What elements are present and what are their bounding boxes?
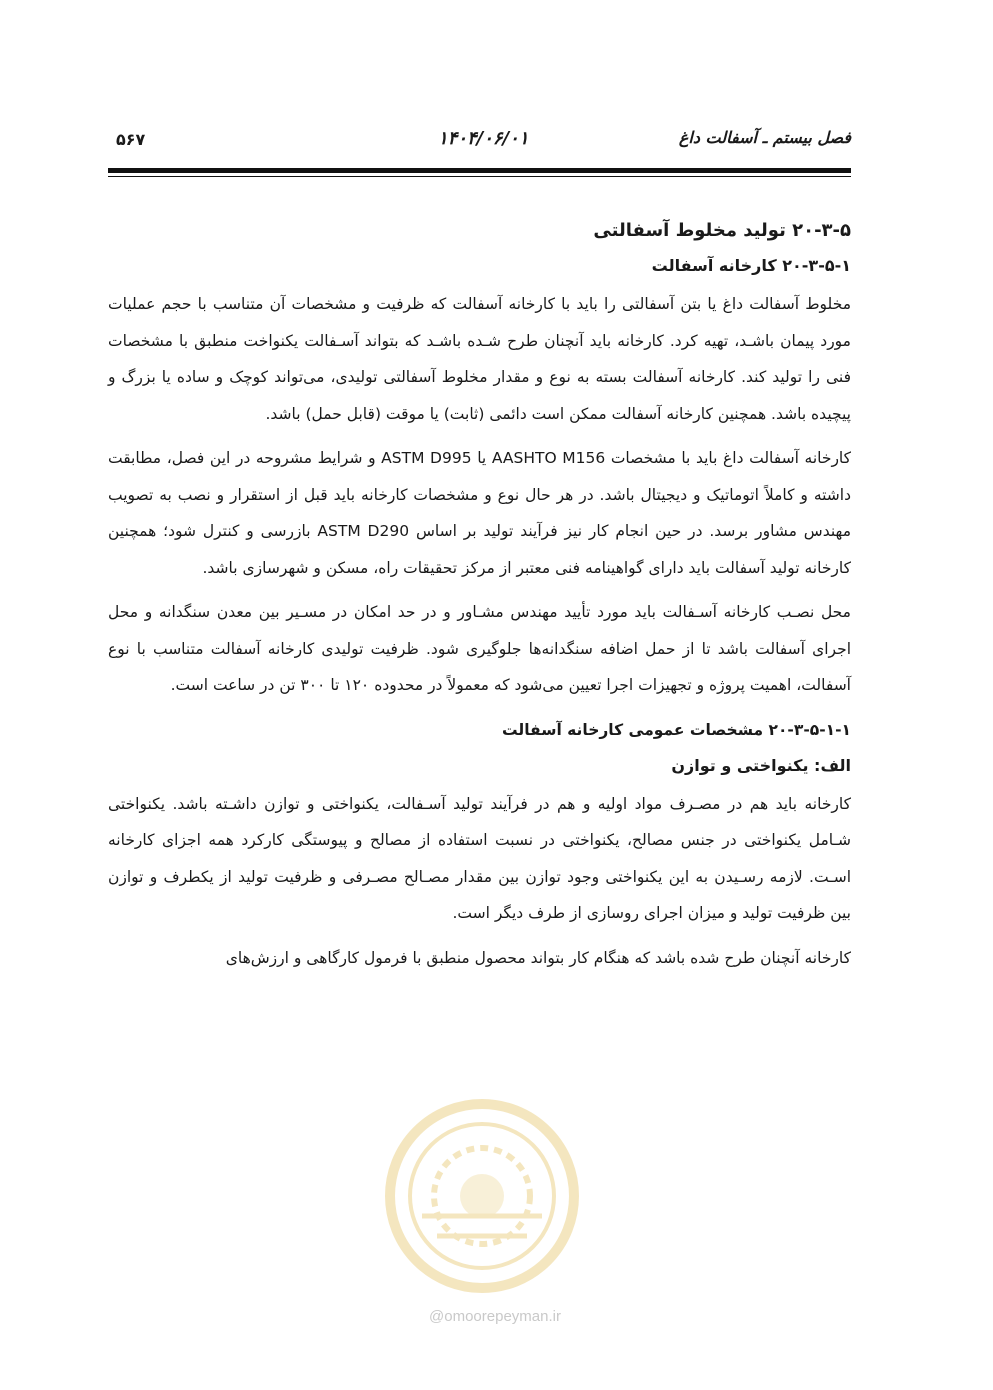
section-heading: ۲۰-۳-۵ تولید مخلوط آسفالتی xyxy=(593,220,851,241)
watermark-logo-icon xyxy=(382,1096,582,1296)
page-number: ۵۶۷ xyxy=(116,130,146,149)
paragraph: کارخانه باید هم در مصـرف مواد اولیه و هم در فرآیند تولید آسـفالت، یکنواختی و توازن داشـته باشد. یکنواختی شـامل یکنواختی در جنس مصالح، یکنواختی در نسبت استفاده از مصالح و پیوستگی کارکرد همه اجزای کارخانه اسـت. لازمه رسـیدن به این یکنواختی وجود توازن بین مقدار مصـالح مصـرفی و ظرفیت تولید از یکطرف و توازن بین ظرفیت تولید و میزان اجرای روسازی از طرف دیگر است. xyxy=(108,794,851,922)
item-heading: الف: یکنواختی و توازن xyxy=(671,755,851,775)
header-rule-thick xyxy=(108,168,851,173)
subsubsection-heading: ۲۰-۳-۵-۱-۱ مشخصات عمومی کارخانه آسفالت xyxy=(502,720,851,739)
page-body xyxy=(108,214,851,984)
paragraph: محل نصـب کارخانه آسـفالت باید مورد تأیید مهندس مشـاور و در حد امکان در مسـیر بین معدن سنگدانه و محل اجرای آسفالت باشد تا از حمل اضافه سنگدانه‌ها جلوگیری شود. ظرفیت تولیدی کارخانه آسفالت متناسب با نوع آسفالت، اهمیت پروژه و تجهیزات اجرا تعیین می‌شود که معمولاً در محدوده ۱۲۰ تا ۳۰۰ تن در ساعت است. xyxy=(108,603,851,694)
paragraph: کارخانه آنچنان طرح شده باشد که هنگام کار بتواند محصول منطبق با فرمول کارگاهی و ارزش‌های xyxy=(225,948,851,967)
chapter-title: فصل بیستم ـ آسفالت داغ xyxy=(678,128,851,147)
page-header xyxy=(108,126,851,156)
paragraph: کارخانه آسفالت داغ باید با مشخصات AASHTO M156 یا ASTM D995 و شرایط مشروحه در این فصل، مطابقت داشته و کاملاً اتوماتیک و دیجیتال باشد. در هر حال نوع و مشخصات کارخانه باید قبل از استقرار و نصب به تصویب مهندس مشاور برسد. در حین انجام کار نیز فرآیند تولید بر اساس ASTM D290 بازرسی و کنترل شود؛ همچنین کارخانه تولید آسفالت باید دارای گواهینامه فنی معتبر از مرکز تحقیقات راه، مسکن و شهرسازی باشد. xyxy=(108,449,852,577)
paragraph: مخلوط آسفالت داغ یا بتن آسفالتی را باید با کارخانه آسفالت که ظرفیت و مشخصات آن متناسب با حجم عملیات مورد پیمان باشـد، تهیه کرد. کارخانه باید آنچنان طرح شـده باشـد که بتواند آسـفالت یکنواخت منطبق با مشخصات فنی را تولید کند. کارخانه آسفالت بسته به نوع و مقدار مخلوط آسفالتی تولیدی، می‌تواند کوچک و ساده یا بزرگ و پیچیده باشد. همچنین کارخانه آسفالت ممکن است دائمی (ثابت) یا موقت (قابل حمل) باشد. xyxy=(108,295,851,423)
header-rule-thin xyxy=(108,176,851,177)
subsection-heading: ۲۰-۳-۵-۱ کارخانه آسفالت xyxy=(651,256,851,275)
header-date: ۱۴۰۴/۰۶/۰۱ xyxy=(438,128,529,149)
watermark-url: @omoorepeyman.ir xyxy=(429,1308,561,1325)
